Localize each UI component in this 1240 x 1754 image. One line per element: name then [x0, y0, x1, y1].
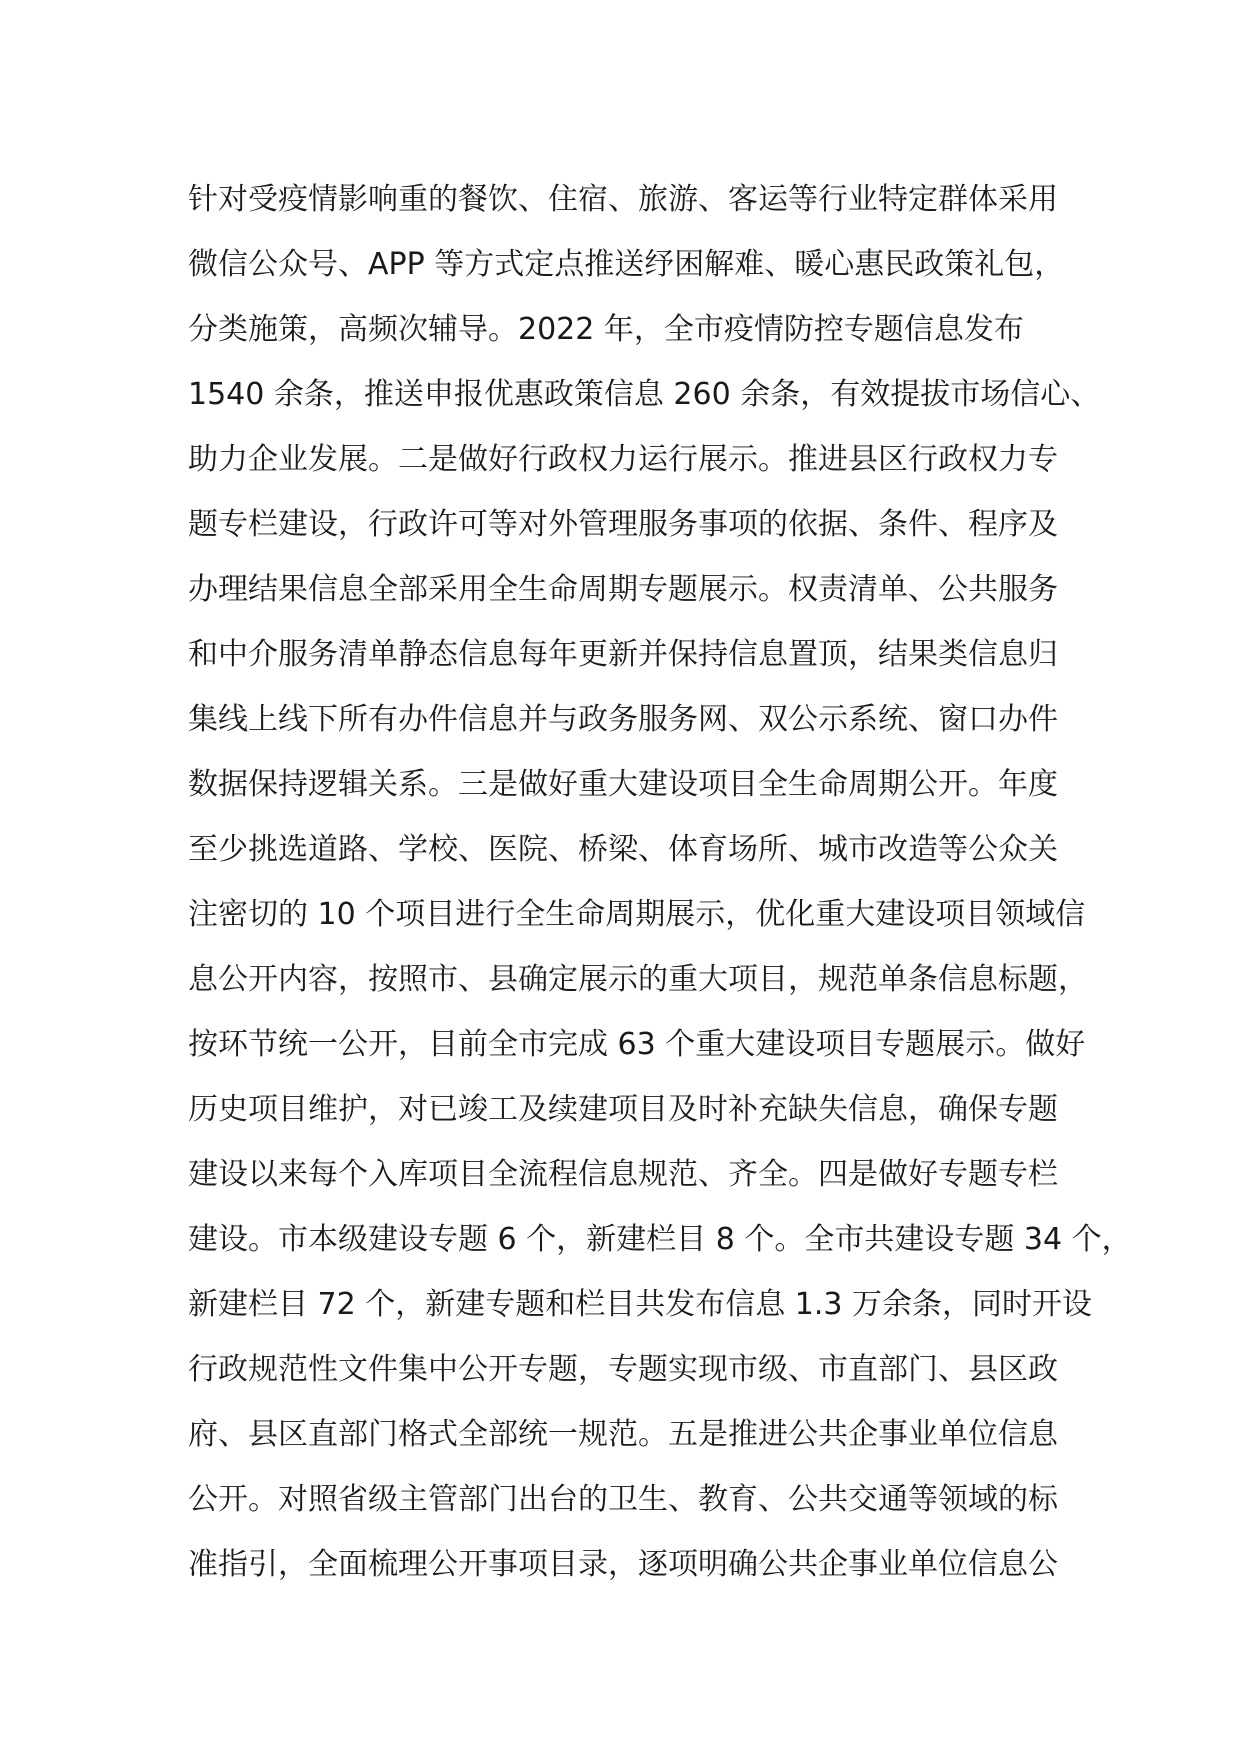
text-line: 题专栏建设，行政许可等对外管理服务事项的依据、条件、程序及 [188, 507, 1058, 542]
text-line: 行政规范性文件集中公开专题，专题实现市级、市直部门、县区政 [188, 1352, 1058, 1387]
text-line: 准指引，全面梳理公开事项目录，逐项明确公共企事业单位信息公 [188, 1547, 1058, 1582]
text-line: 新建栏目 72 个，新建专题和栏目共发布信息 1.3 万余条，同时开设 [188, 1287, 1093, 1322]
text-line: 建设以来每个入库项目全流程信息规范、齐全。四是做好专题专栏 [188, 1157, 1058, 1192]
text-line: 集线上线下所有办件信息并与政务服务网、双公示系统、窗口办件 [188, 702, 1058, 737]
text-line: 分类施策，高频次辅导。2022 年，全市疫情防控专题信息发布 [188, 312, 1024, 347]
text-line: 助力企业发展。二是做好行政权力运行展示。推进县区行政权力专 [188, 442, 1058, 477]
text-line: 至少挑选道路、学校、医院、桥梁、体育场所、城市改造等公众关 [188, 832, 1058, 867]
text-line: 历史项目维护，对已竣工及续建项目及时补充缺失信息，确保专题 [188, 1092, 1058, 1127]
text-line: 1540 余条，推送申报优惠政策信息 260 余条，有效提拔市场信心、 [188, 377, 1101, 412]
text-line: 公开。对照省级主管部门出台的卫生、教育、公共交通等领域的标 [188, 1482, 1058, 1517]
text-line: 针对受疫情影响重的餐饮、住宿、旅游、客运等行业特定群体采用 [188, 182, 1058, 217]
text-line: 府、县区直部门格式全部统一规范。五是推进公共企事业单位信息 [188, 1417, 1058, 1452]
text-line: 办理结果信息全部采用全生命周期专题展示。权责清单、公共服务 [188, 572, 1058, 607]
text-line: 按环节统一公开，目前全市完成 63 个重大建设项目专题展示。做好 [188, 1027, 1086, 1062]
text-line: 息公开内容，按照市、县确定展示的重大项目，规范单条信息标题， [188, 962, 1088, 997]
text-line: 注密切的 10 个项目进行全生命周期展示，优化重大建设项目领域信 [188, 897, 1086, 932]
text-line: 微信公众号、APP 等方式定点推送纾困解难、暖心惠民政策礼包， [188, 247, 1065, 282]
text-line: 数据保持逻辑关系。三是做好重大建设项目全生命周期公开。年度 [188, 767, 1058, 802]
body-paragraph [188, 167, 1132, 1597]
text-line: 和中介服务清单静态信息每年更新并保持信息置顶，结果类信息归 [188, 637, 1058, 672]
text-line: 建设。市本级建设专题 6 个，新建栏目 8 个。全市共建设专题 34 个， [188, 1222, 1132, 1257]
